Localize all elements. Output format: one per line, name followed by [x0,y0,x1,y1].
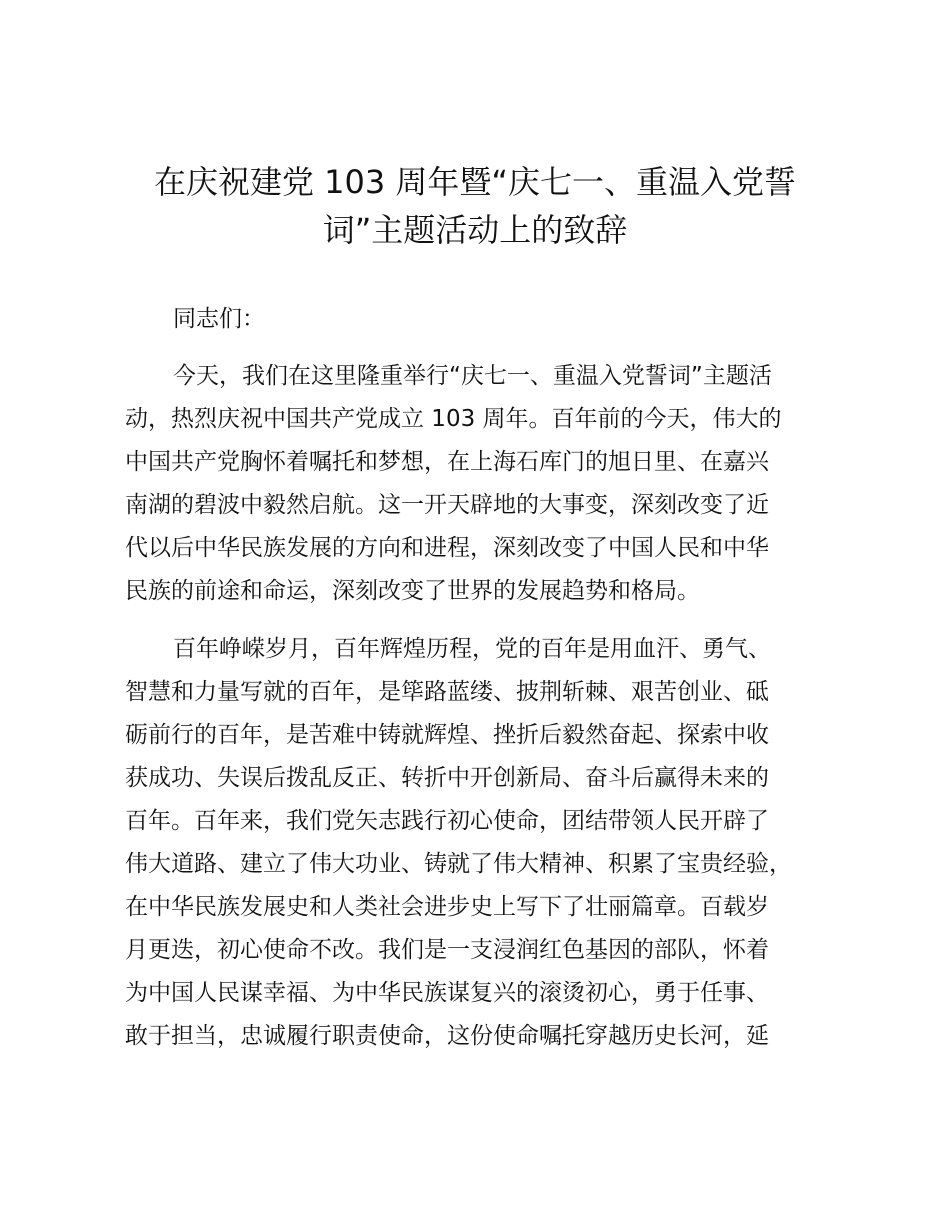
paragraph-line: 智慧和力量写就的百年，是筚路蓝缕、披荆斩棘、艰苦创业、砥 [125,679,769,705]
paragraph-line: 月更迭，初心使命不改。我们是一支浸润红色基因的部队，怀着 [125,937,769,963]
paragraph-line: 伟大道路、建立了伟大功业、铸就了伟大精神、积累了宝贵经验， [125,851,792,877]
paragraph-line: 动，热烈庆祝中国共产党成立 103 周年。百年前的今天，伟大的 [125,406,782,432]
paragraph-line: 南湖的碧波中毅然启航。这一开天辟地的大事变，深刻改变了近 [125,492,769,518]
paragraph-line: 今天，我们在这里隆重举行“庆七一、重温入党誓词”主题活 [173,363,772,389]
paragraph-line: 中国共产党胸怀着嘱托和梦想，在上海石库门的旭日里、在嘉兴 [125,449,769,475]
paragraph-1 [125,355,845,613]
paragraph-line: 砺前行的百年，是苦难中铸就辉煌、挫折后毅然奋起、探索中收 [125,722,769,748]
paragraph-2 [125,628,845,1058]
title-line: 词”主题活动上的致辞 [322,211,628,249]
paragraph-line: 代以后中华民族发展的方向和进程，深刻改变了中国人民和中华 [125,535,769,561]
paragraph-line: 百年峥嵘岁月，百年辉煌历程，党的百年是用血汗、勇气、 [173,636,771,662]
greeting [125,298,845,341]
paragraph-line: 获成功、失误后拨乱反正、转折中开创新局、奋斗后赢得未来的 [125,765,769,791]
paragraph-line: 为中国人民谋幸福、为中华民族谋复兴的滚烫初心，勇于任事、 [125,980,769,1006]
greeting-text: 同志们： [173,306,265,332]
title-line: 在庆祝建党 103 周年暨“庆七一、重温入党誓 [153,163,796,201]
document-title [0,158,950,254]
paragraph-line: 敢于担当，忠诚履行职责使命，这份使命嘱托穿越历史长河，延 [125,1023,769,1049]
paragraph-line: 百年。百年来，我们党矢志践行初心使命，团结带领人民开辟了 [125,808,769,834]
paragraph-line: 民族的前途和命运，深刻改变了世界的发展趋势和格局。 [125,578,700,604]
paragraph-line: 在中华民族发展史和人类社会进步史上写下了壮丽篇章。百载岁 [125,894,769,920]
